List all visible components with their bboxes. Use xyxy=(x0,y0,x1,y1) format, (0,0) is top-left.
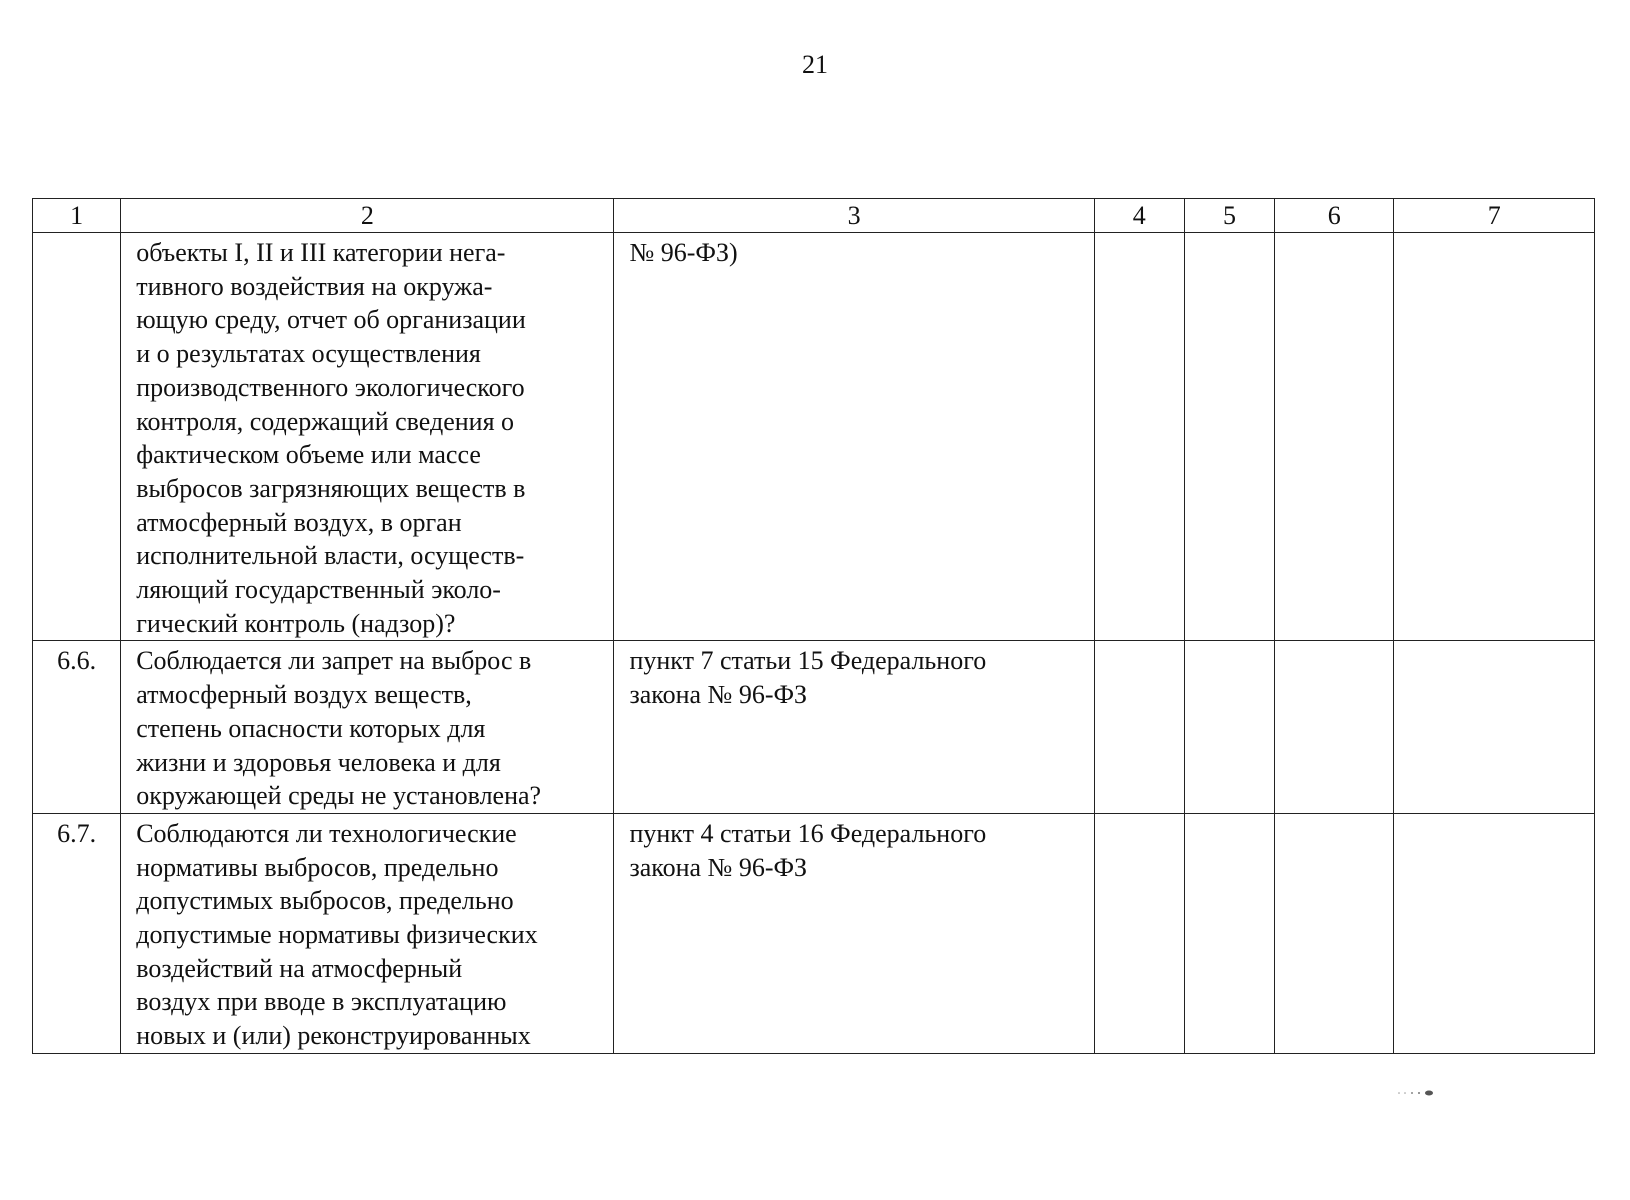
column-5-cell xyxy=(1184,813,1274,1053)
table-row xyxy=(33,813,1595,1053)
column-header-5: 5 xyxy=(1184,199,1274,233)
question-line: нормативы выбросов, предельно xyxy=(136,852,499,882)
question-line: Соблюдается ли запрет на выброс в xyxy=(136,646,532,676)
table-row xyxy=(33,641,1595,814)
question-line: Соблюдаются ли технологические xyxy=(136,818,517,848)
reference-line: закона № 96-ФЗ xyxy=(629,852,808,882)
column-5-cell xyxy=(1184,641,1274,814)
reference-line: № 96-ФЗ) xyxy=(629,238,738,267)
question-cell xyxy=(121,233,614,641)
question-line: исполнительной власти, осуществ- xyxy=(136,541,525,571)
column-header-7: 7 xyxy=(1394,199,1595,233)
checklist-table xyxy=(32,198,1595,1054)
question-line: гический контроль (надзор)? xyxy=(136,608,456,638)
column-header-1: 1 xyxy=(33,199,121,233)
reference-line: пункт 7 статьи 15 Федерального xyxy=(629,646,987,676)
column-header-6: 6 xyxy=(1275,199,1394,233)
column-header-3: 3 xyxy=(614,199,1094,233)
question-line: воздействий на атмосферный xyxy=(136,953,463,983)
question-line: фактическом объеме или массе xyxy=(136,440,481,470)
question-line: выбросов загрязняющих веществ в xyxy=(136,473,526,503)
question-line: производственного экологического xyxy=(136,372,525,402)
question-line: контроля, содержащий сведения о xyxy=(136,406,515,436)
page-number: 21 xyxy=(802,50,828,79)
table-row xyxy=(33,233,1595,641)
column-6-cell xyxy=(1275,233,1394,641)
row-number-cell: 6.7. xyxy=(33,813,121,1053)
reference-cell xyxy=(614,641,1094,814)
question-line: тивного воздействия на окружа- xyxy=(136,271,493,301)
column-4-cell xyxy=(1094,233,1184,641)
question-line: жизни и здоровья человека и для xyxy=(136,747,501,777)
question-line: и о результатах осуществления xyxy=(136,339,481,369)
column-7-cell xyxy=(1394,233,1595,641)
question-line: объекты I, II и III категории нега- xyxy=(136,238,506,267)
column-6-cell xyxy=(1275,813,1394,1053)
reference-line: пункт 4 статьи 16 Федерального xyxy=(629,818,987,848)
scan-artifact-mark xyxy=(1395,1090,1435,1096)
question-cell xyxy=(121,641,614,814)
column-5-cell xyxy=(1184,233,1274,641)
row-number-cell: 6.6. xyxy=(33,641,121,814)
question-line: окружающей среды не установлена? xyxy=(136,781,542,811)
column-header-4: 4 xyxy=(1094,199,1184,233)
column-7-cell xyxy=(1394,641,1595,814)
column-4-cell xyxy=(1094,641,1184,814)
question-line: атмосферный воздух веществ, xyxy=(136,680,472,710)
question-line: ющую среду, отчет об организации xyxy=(136,305,526,335)
question-line: допустимых выбросов, предельно xyxy=(136,886,514,916)
column-6-cell xyxy=(1275,641,1394,814)
question-line: ляющий государственный эколо- xyxy=(136,575,501,605)
question-line: атмосферный воздух, в орган xyxy=(136,507,462,537)
row-number-cell xyxy=(33,233,121,641)
question-line: допустимые нормативы физических xyxy=(136,920,538,950)
column-header-2: 2 xyxy=(121,199,614,233)
column-4-cell xyxy=(1094,813,1184,1053)
reference-cell xyxy=(614,233,1094,641)
reference-cell xyxy=(614,813,1094,1053)
reference-line: закона № 96-ФЗ xyxy=(629,680,808,710)
question-line: новых и (или) реконструированных xyxy=(136,1021,531,1051)
header-row xyxy=(33,199,1595,233)
question-cell xyxy=(121,813,614,1053)
question-line: воздух при вводе в эксплуатацию xyxy=(136,987,507,1017)
question-line: степень опасности которых для xyxy=(136,713,486,743)
column-7-cell xyxy=(1394,813,1595,1053)
